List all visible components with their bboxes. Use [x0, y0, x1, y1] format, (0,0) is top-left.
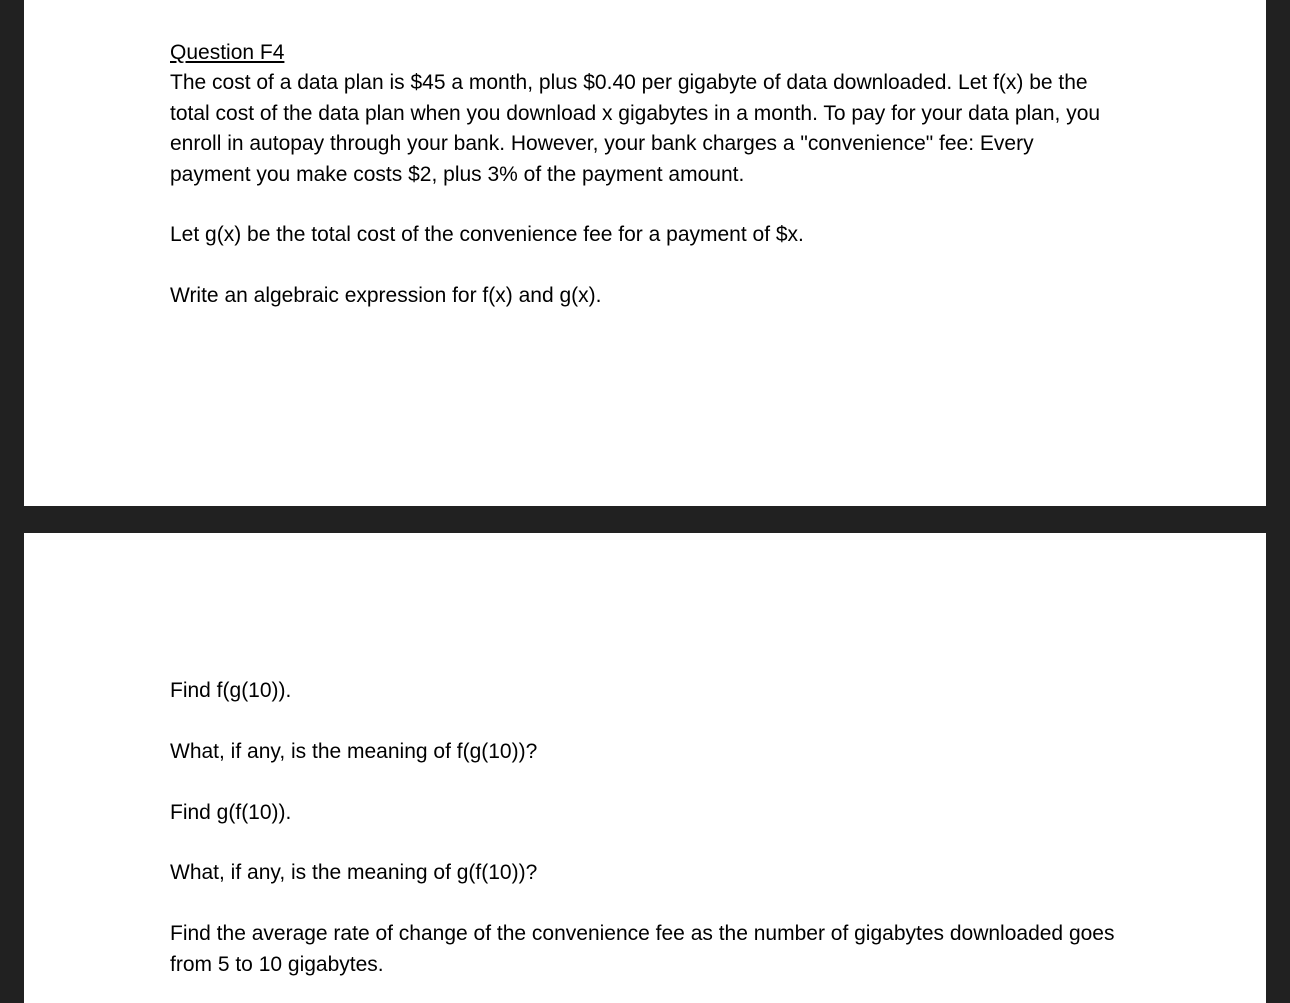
paragraph-gap [170, 767, 1130, 797]
question-heading: Question F4 [170, 41, 285, 64]
question-find-gf10: Find g(f(10)). [170, 800, 292, 824]
paragraph-gap [170, 251, 1130, 281]
question-find-fg10: Find f(g(10)). [170, 679, 292, 702]
paragraph-gap [170, 889, 1130, 919]
question-meaning-gf10: What, if any, is the meaning of g(f(10))? [170, 861, 538, 885]
page-1-content [170, 38, 1130, 312]
definition-paragraph: Let g(x) be the total cost of the convenience fee for a payment of $x. [170, 223, 804, 247]
expression-prompt: Write an algebraic expression for f(x) and g(x). [170, 284, 602, 308]
paragraph-gap [170, 828, 1130, 858]
document-page-2 [24, 533, 1266, 1003]
paragraph-gap [170, 190, 1130, 220]
question-meaning-fg10: What, if any, is the meaning of f(g(10))? [170, 739, 538, 763]
problem-paragraph: The cost of a data plan is $45 a month, plus $0.40 per gigabyte of data downloaded. Let f(x) be the total cost of the data plan when you download x gigabytes in a month. To pay for your data plan, you enroll in autopay through your bank. However, your bank charges a "convenience" fee: Every payment you make costs $2, plus 3% of the payment amount. [170, 71, 1101, 186]
document-page-1 [24, 0, 1266, 506]
paragraph-gap [170, 706, 1130, 736]
question-average-rate: Find the average rate of change of the convenience fee as the number of gigabytes downloaded goes from 5 to 10 gigabytes. [170, 922, 1115, 976]
page-2-content [170, 676, 1130, 980]
